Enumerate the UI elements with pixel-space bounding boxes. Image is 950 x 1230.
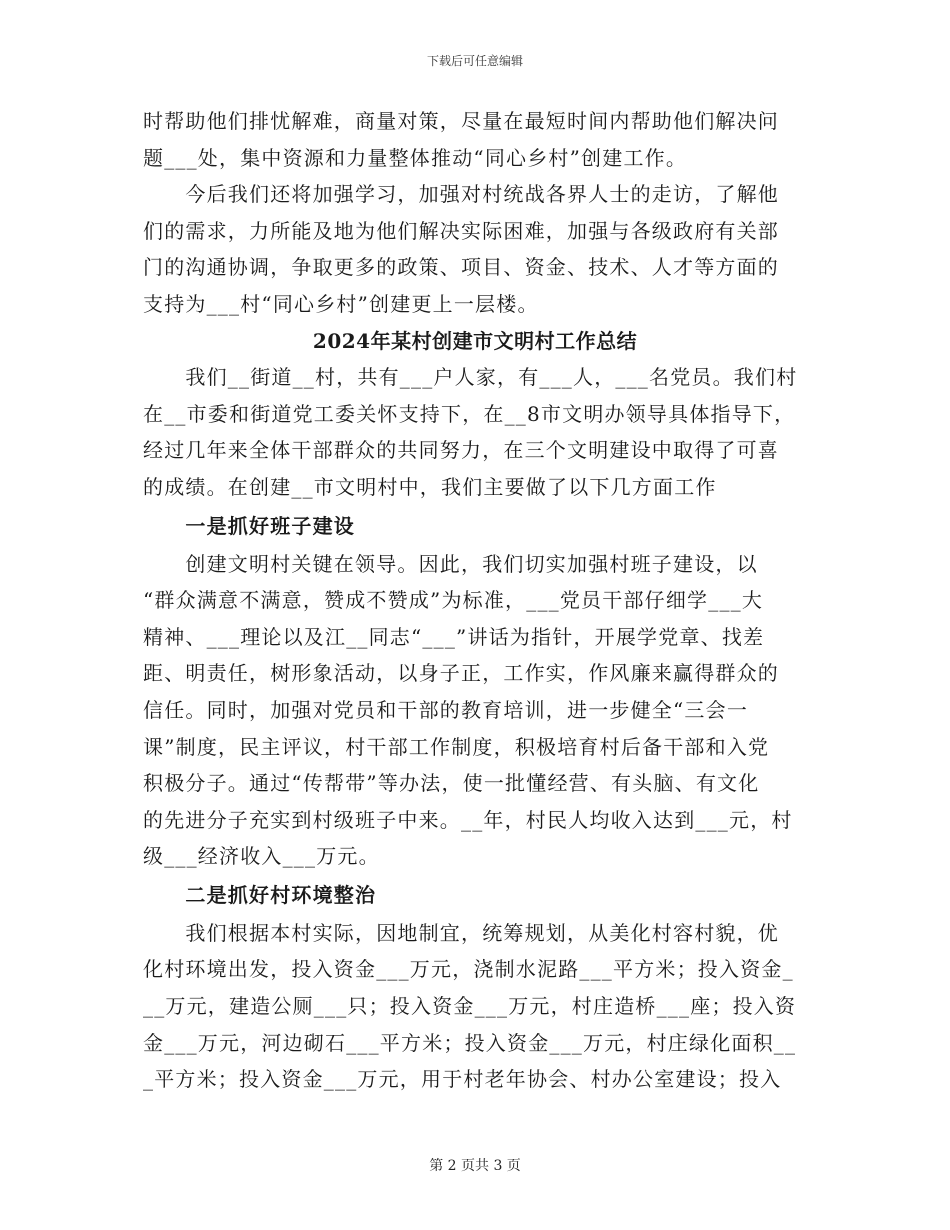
paragraph-line: 的先进分子充实到村级班子中来。__年，村民人均收入达到___元，村 (143, 807, 793, 832)
page-footer: 第 2 页共 3 页 (429, 1158, 521, 1174)
paragraph-line: 化村环境出发，投入资金___万元，浇制水泥路___平方米；投入资金_ (143, 957, 794, 982)
section-heading: 二是抓好村环境整治 (143, 882, 377, 907)
paragraph-line: 距、明责任，树形象活动，以身子正，工作实，作风廉来赢得群众的 (143, 661, 779, 686)
paragraph-line: “群众满意不满意，赞成不赞成”为标准，___党员干部仔细学___大 (143, 588, 764, 613)
document-title: 2024年某村创建市文明村工作总结 (312, 328, 638, 353)
paragraph-line: 的成绩。在创建__市文明村中，我们主要做了以下几方面工作 (143, 474, 717, 499)
paragraph-line: 积极分子。通过“传帮带”等办法，使一批懂经营、有头脑、有文化 (143, 771, 760, 796)
paragraph-line: 信任。同时，加强对党员和干部的教育培训，进一步健全“三会一 (143, 697, 749, 722)
paragraph-line: 经过几年来全体干部群众的共同努力，在三个文明建设中取得了可喜 (143, 438, 779, 463)
paragraph-line: 我们根据本村实际，因地制宜，统筹规划，从美化村容村貌，优 (143, 920, 779, 945)
paragraph-line: 课”制度，民主评议，村干部工作制度，积极培育村后备干部和入党 (143, 734, 770, 759)
paragraph-line: 在__市委和街道党工委关怀支持下，在__8市文明办领导具体指导下， (143, 401, 796, 426)
paragraph-line: 我们__街道__村，共有___户人家，有___人，___名党员。我们村 (143, 365, 798, 390)
document-body (143, 103, 807, 1098)
paragraph-line: 门的沟通协调，争取更多的政策、项目、资金、技术、人才等方面的 (143, 255, 779, 280)
paragraph-line: _平方米；投入资金___万元，用于村老年协会、村办公室建设；投入 (143, 1067, 782, 1092)
page-header: 下载后可任意编辑 (426, 54, 523, 68)
paragraph-line: 支持为___村“同心乡村”创建更上一层楼。 (143, 291, 539, 316)
paragraph-line: 金___万元，河边砌石___平方米；投入资金___万元，村庄绿化面积__ (143, 1030, 797, 1055)
paragraph-line: 今后我们还将加强学习，加强对村统战各界人士的走访，了解他 (143, 182, 779, 207)
paragraph-line: 时帮助他们排忧解难，商量对策，尽量在最短时间内帮助他们解决问 (143, 109, 779, 133)
paragraph-line: 精神、___理论以及江__同志“___”讲话为指针，开展学党章、找差 (143, 624, 765, 649)
paragraph-line: 题___处，集中资源和力量整体推动“同心乡村”创建工作。 (143, 145, 688, 170)
paragraph-line: 们的需求，力所能及地为他们解决实际困难，加强与各级政府有关部 (143, 218, 779, 243)
paragraph-line: 创建文明村关键在领导。因此，我们切实加强村班子建设，以 (143, 551, 758, 576)
paragraph-line: __万元，建造公厕___只；投入资金___万元，村庄造桥___座；投入资 (143, 994, 797, 1019)
paragraph-line: 级___经济收入___万元。 (143, 844, 380, 869)
section-heading: 一是抓好班子建设 (143, 513, 355, 538)
